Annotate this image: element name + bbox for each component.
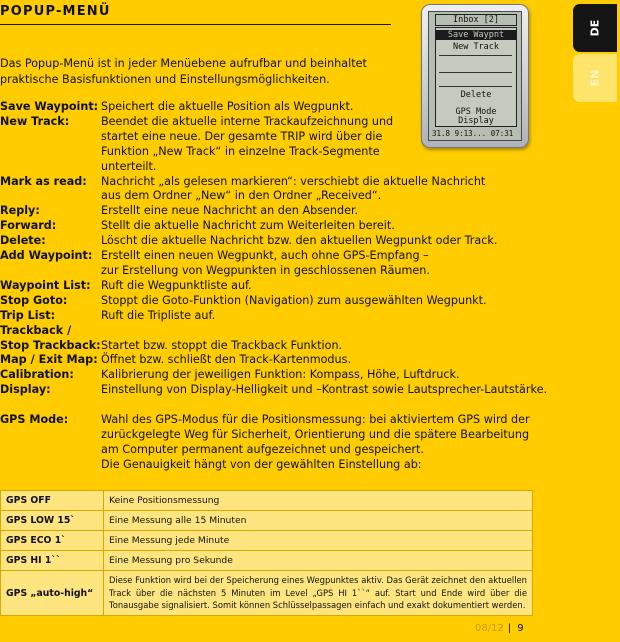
definition-text: Funktion „New Track“ in einzelne Track-Segmente [101, 144, 380, 158]
definition-text: Startet bzw. stoppt die Trackback Funktion. [101, 338, 343, 352]
definition-text: Öffnet bzw. schließt den Track-Kartenmodus. [101, 353, 352, 367]
gps-mode-description: Eine Messung pro Sekunde [104, 551, 533, 571]
definition-row [0, 324, 547, 339]
tab-de[interactable] [573, 4, 617, 52]
definition-text: Ruft die Wegpunktliste auf. [101, 278, 252, 292]
definition-text: Speichert die aktuelle Position als Wegpunkt. [101, 100, 354, 113]
definition-text: Stellt die aktuelle Nachricht zum Weiterleiten bereit. [101, 219, 395, 233]
definition-term: Display: [0, 383, 51, 397]
gps-mode-name: GPS ECO 1` [1, 531, 104, 551]
intro-text: Das Popup-Menü ist in jeder Menüebene aufrufbar und beinhaltet praktische Basisfunktionen und Einstellungsmöglichkeiten. [0, 57, 367, 86]
definition-term: GPS Mode: [0, 413, 69, 427]
definition-term: Map / Exit Map: [0, 353, 98, 367]
definition-text: aus dem Ordner „New“ in den Ordner „Received“. [101, 189, 382, 203]
definition-term: New Track: [0, 114, 70, 128]
definition-row [0, 219, 547, 234]
definition-text: zur Erstellung von Wegpunkten in geschlossenen Räumen. [101, 263, 430, 277]
definition-term: Save Waypoint: [0, 100, 99, 113]
definition-text: Nachricht „als gelesen markieren“: verschiebt die aktuelle Nachricht [101, 174, 486, 188]
title-rule [0, 24, 391, 25]
menu-divider [439, 72, 512, 73]
gps-mode-name: GPS „auto-high“ [1, 571, 104, 616]
definition-term: Mark as read: [0, 174, 87, 188]
table-row [1, 511, 533, 531]
definition-text: Ruft die Tripliste auf. [101, 308, 216, 322]
definition-term: Trackback / [0, 323, 72, 337]
definition-text: Löscht die aktuelle Nachricht bzw. den aktuellen Wegpunkt oder Track. [101, 234, 498, 248]
definition-list [0, 100, 547, 473]
menu-item-delete: Delete [460, 90, 492, 100]
page-number: 9 [517, 623, 524, 634]
gps-mode-name: GPS LOW 15` [1, 511, 104, 531]
definition-row [0, 279, 547, 294]
definition-text: Erstellt einen neuen Wegpunkt, auch ohne GPS-Empfang – [101, 249, 429, 263]
gps-mode-description: Keine Positionsmessung [104, 491, 533, 511]
definition-row [0, 100, 547, 115]
gps-mode-description: Diese Funktion wird bei der Speicherung eines Wegpunktes aktiv. Das Gerät zeichnet den aktuellen Track über die nächsten 5 Minuten im Level „GPS HI 1``“ auf. Start und Ende wird über die Tonausgabe signalisiert. Somit können Schlüsselpassagen einfach und exakt dokumentiert werden. [104, 571, 533, 616]
definition-row [0, 383, 547, 398]
definition-text: Wahl des GPS-Modus für die Positionsmessung: bei aktiviertem GPS wird der [101, 413, 530, 427]
definition-gap [0, 398, 547, 413]
gps-mode-table [0, 490, 533, 616]
definition-text: Beendet die aktuelle interne Trackaufzeichnung und [101, 114, 394, 128]
menu-item-new-track: New Track [452, 42, 500, 52]
definition-row [0, 353, 547, 368]
table-row [1, 531, 533, 551]
menu-item-display: Display [458, 116, 494, 126]
definition-text: Erstellt eine neue Nachricht an den Absender. [101, 204, 359, 218]
definition-row [0, 413, 547, 473]
gps-mode-name: GPS OFF [1, 491, 104, 511]
definition-text: startet eine neue. Der gesamte TRIP wird über die [101, 129, 383, 143]
definition-text: am Computer permanent aufgezeichnet und gespeichert. [101, 442, 424, 456]
definition-text [101, 324, 547, 339]
definition-row [0, 204, 547, 219]
device-status-bar: 31.8 9:13... 07:31 [432, 129, 514, 138]
page-footer [475, 623, 524, 634]
menu-item-save-waypoint: Save Waypnt [436, 30, 516, 40]
definition-text: Kalibrierung der jeweiligen Funktion: Kompass, Höhe, Luftdruck. [101, 368, 460, 382]
definition-text: Stoppt die Goto-Funktion (Navigation) zum ausgewählten Wegpunkt. [101, 293, 487, 307]
menu-divider [439, 55, 512, 56]
definition-row [0, 368, 547, 383]
definition-term: Stop Trackback: [0, 338, 101, 352]
gps-mode-name: GPS HI 1`` [1, 551, 104, 571]
footer-separator: | [507, 623, 512, 634]
table-row [1, 551, 533, 571]
definition-text: unterteilt. [101, 159, 157, 173]
menu-item-gps-mode: GPS Mode [455, 107, 497, 117]
definition-row [0, 339, 547, 354]
definition-text: Einstellung von Display-Helligkeit und –Kontrast sowie Lautsprecher-Lautstärke. [101, 383, 548, 397]
definition-row [0, 294, 547, 309]
table-row [1, 491, 533, 511]
definition-row [0, 115, 547, 175]
menu-divider [439, 86, 512, 87]
footer-date: 08/12 [475, 623, 504, 634]
definition-text: Die Genauigkeit hängt von der gewählten Einstellung ab: [101, 457, 422, 471]
definition-term: Waypoint List: [0, 278, 91, 292]
tab-de-label: DE [588, 19, 602, 37]
gps-mode-description: Eine Messung alle 15 Minuten [104, 511, 533, 531]
definition-row [0, 249, 547, 279]
tab-en-label: EN [588, 69, 602, 87]
definition-term: Add Waypoint: [0, 249, 93, 263]
definition-term: Trip List: [0, 308, 56, 322]
definition-term: Reply: [0, 204, 40, 218]
definition-term: Stop Goto: [0, 293, 68, 307]
tab-en[interactable] [573, 54, 617, 102]
table-row [1, 571, 533, 616]
definition-row [0, 309, 547, 324]
definition-term: Calibration: [0, 368, 74, 382]
definition-text: zurückgelegte Weg für Sicherheit, Orientierung und die spätere Bearbeitung [101, 428, 530, 442]
definition-term: Delete: [0, 234, 46, 248]
inbox-header: Inbox [2] [435, 14, 517, 26]
definition-term: Forward: [0, 219, 57, 233]
gps-mode-description: Eine Messung jede Minute [104, 531, 533, 551]
definition-row [0, 234, 547, 249]
page-title: POPUP-MENÜ [0, 4, 111, 19]
definition-row [0, 175, 547, 205]
